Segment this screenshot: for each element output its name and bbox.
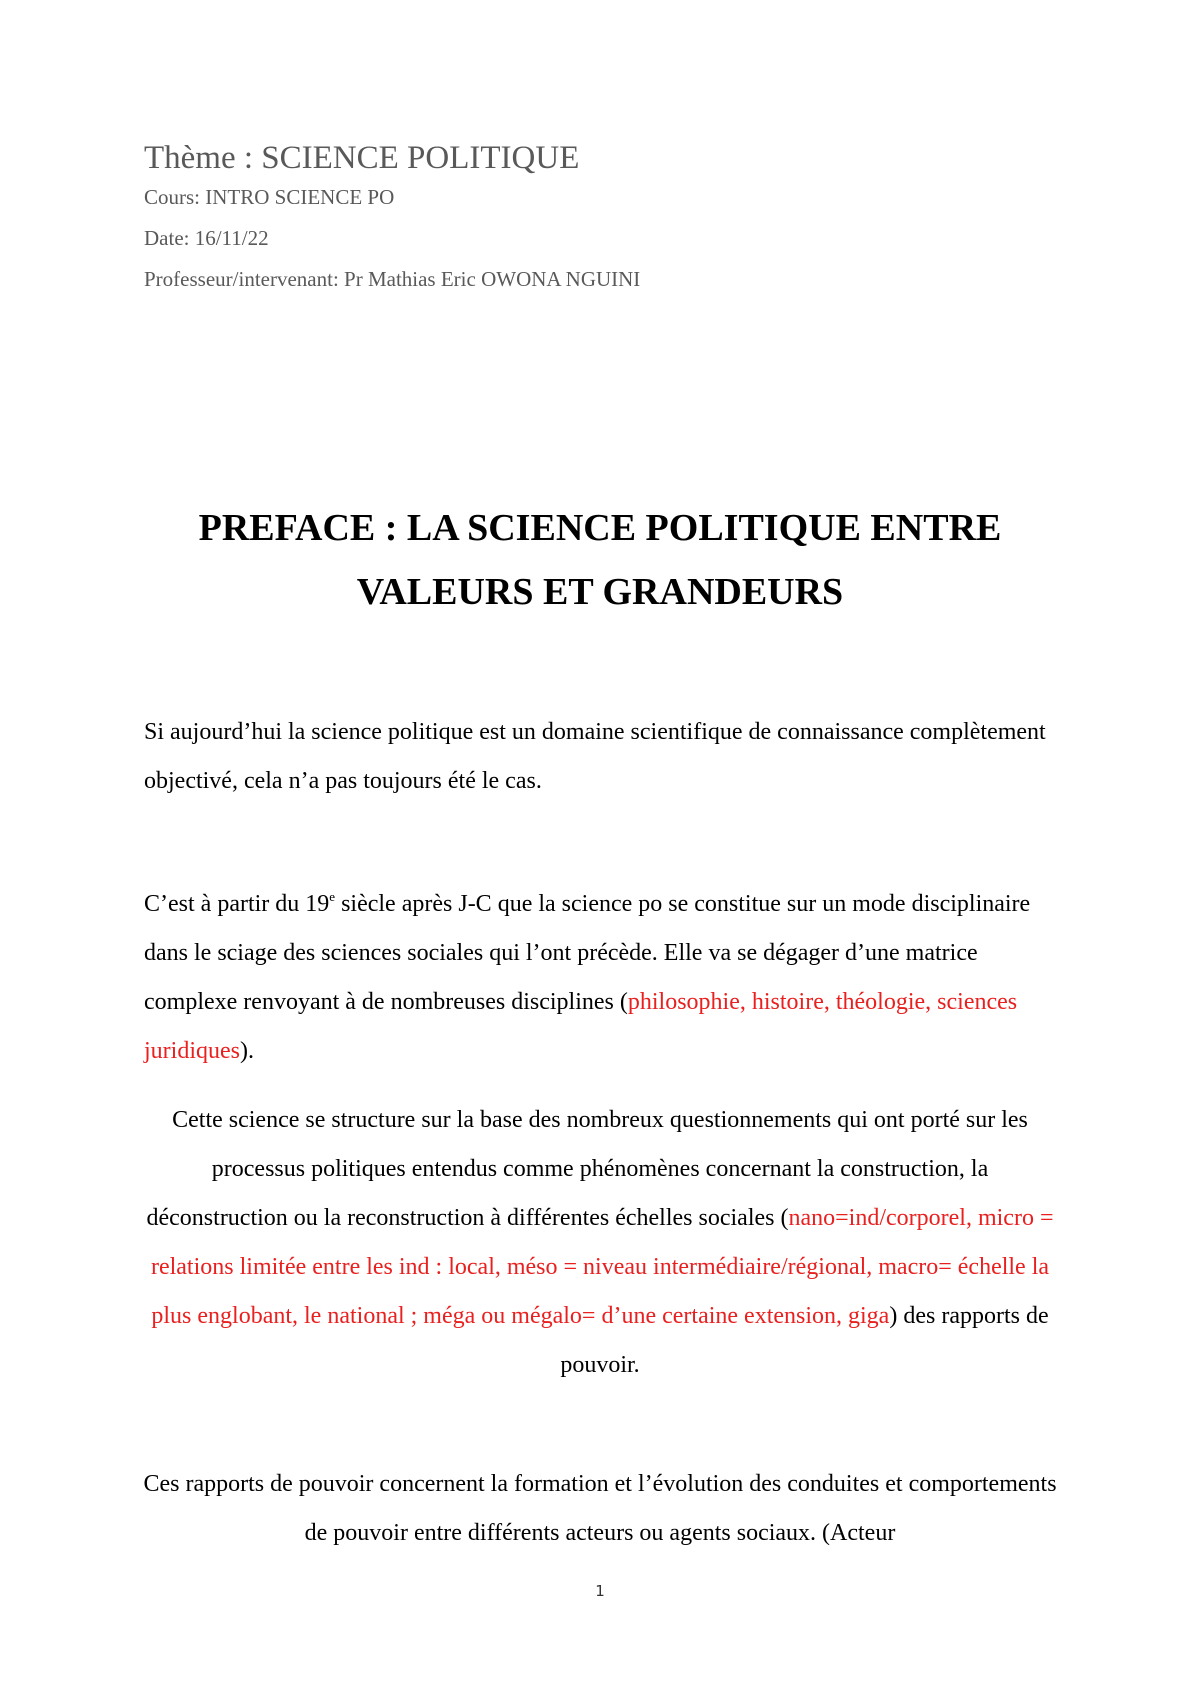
- title-line-2: VALEURS ET GRANDEURS: [356, 571, 844, 613]
- paragraph-2: [144, 880, 1064, 1076]
- course-line: Cours: INTRO SCIENCE PO: [144, 185, 395, 209]
- preface-title: [130, 496, 1070, 624]
- date-line: Date: 16/11/22: [144, 226, 269, 250]
- paragraph-2-text-b: siècle après J-C que la science po se constitue sur un mode disciplinaire dans le sciage des sciences sociales qui l’ont précède. Elle va se dégager d’une matrice complexe renvoyant à de nombreuses disciplines (: [144, 891, 1031, 1015]
- paragraph-2-text-c: ).: [240, 1038, 254, 1064]
- paragraph-1: Si aujourd’hui la science politique est un domaine scientifique de connaissance complètement objectivé, cela n’a pas toujours été le cas.: [144, 719, 1046, 794]
- disciplines-highlight: philosophie, histoire, théologie, sciences juridiques: [144, 989, 1018, 1064]
- paragraph-3: [140, 1096, 1060, 1390]
- century-superscript: e: [329, 889, 336, 904]
- page-number: 1: [595, 1582, 605, 1600]
- document-header: [144, 140, 640, 300]
- paragraph-3-text-a: Cette science se structure sur la base des nombreux questionnements qui ont porté sur les processus politiques entendus comme phénomènes concernant la construction, la déconstruction ou la reconstruction à différentes échelles sociales (: [146, 1107, 1028, 1231]
- paragraph-4: Ces rapports de pouvoir concernent la formation et l’évolution des conduites et comportements de pouvoir entre différents acteurs ou agents sociaux. (Acteur: [143, 1471, 1057, 1546]
- paragraph-3-text-b: ) des rapports de pouvoir.: [560, 1303, 1049, 1378]
- paragraph-2-text-a: C’est à partir du 19: [144, 891, 330, 917]
- theme-heading: Thème : SCIENCE POLITIQUE: [144, 140, 580, 176]
- professor-line: Professeur/intervenant: Pr Mathias Eric OWONA NGUINI: [144, 267, 641, 291]
- scales-highlight: nano=ind/corporel, micro = relations limitée entre les ind : local, méso = niveau intermédiaire/régional, macro= échelle la plus englobant, le national ; méga ou mégalo= d’une certaine extension, giga: [150, 1205, 1054, 1329]
- title-line-1: PREFACE : LA SCIENCE POLITIQUE ENTRE: [198, 507, 1002, 549]
